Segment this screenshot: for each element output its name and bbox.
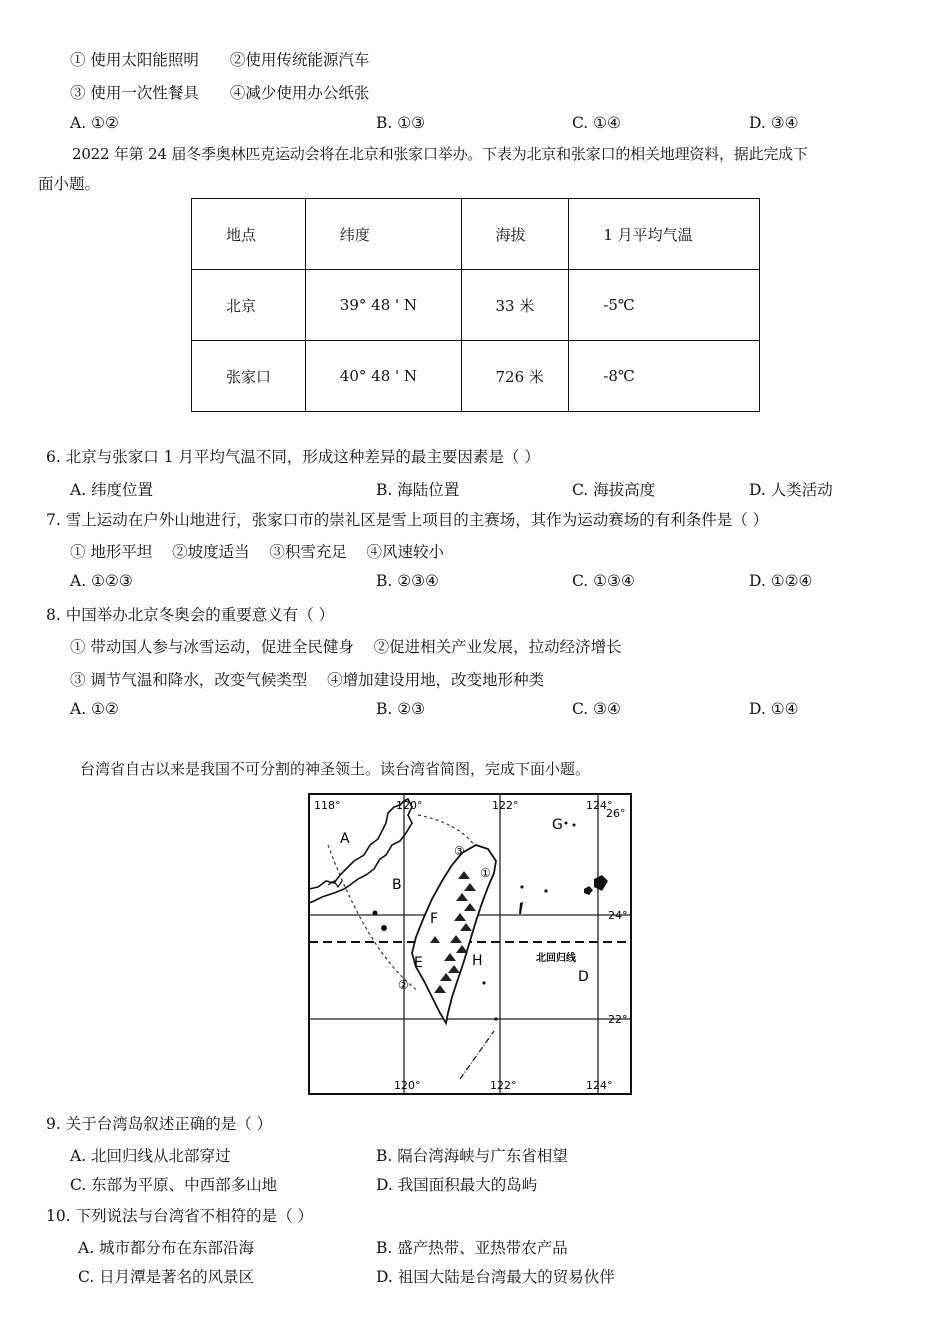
map-letter-e: E	[414, 955, 423, 971]
question-10-stem: 10. 下列说法与台湾省不相符的是（ ）	[46, 1207, 314, 1225]
option-line-2	[70, 81, 369, 103]
map-letter-b: B	[392, 877, 402, 893]
table-cell: -8℃	[569, 341, 760, 412]
q7-choice-a: A. ①②③	[70, 572, 133, 590]
q6-choice-d: D. 人类活动	[749, 481, 833, 499]
table-cell: 北京	[192, 270, 306, 341]
taiwan-intro: 台湾省自古以来是我国不可分割的神圣领土。读台湾省简图，完成下面小题。	[80, 760, 591, 778]
option-line-1	[70, 48, 369, 70]
map-letter-h: H	[472, 953, 483, 969]
question-7-stem: 7. 雪上运动在户外山地进行，张家口市的崇礼区是雪上项目的主赛场，其作为运动赛场的有利条件是（ ）	[46, 511, 769, 529]
map-letter-f: F	[430, 911, 439, 927]
marker-2: ②	[398, 978, 409, 992]
q6-choice-b: B. 海陆位置	[376, 481, 460, 499]
option-2: ②使用传统能源汽车	[229, 51, 370, 69]
q8-choice-c: C. ③④	[572, 700, 621, 718]
q9-choice-a: A. 北回归线从北部穿过	[70, 1147, 231, 1165]
q8-choice-a: A. ①②	[70, 700, 119, 718]
q8-items-2: ③ 调节气温和降水，改变气候类型 ④增加建设用地，改变地形种类	[70, 671, 545, 689]
map-letter-d: D	[578, 969, 589, 985]
marker-1: ①	[480, 866, 491, 880]
q7-items: ① 地形平坦 ②坡度适当 ③积雪充足 ④风速较小	[70, 543, 445, 561]
map-letter-a: A	[340, 831, 350, 847]
question-8-stem: 8. 中国举办北京冬奥会的重要意义有（ ）	[46, 606, 335, 624]
question-6-stem: 6. 北京与张家口 1 月平均气温不同，形成这种差异的最主要因素是（ ）	[46, 448, 540, 466]
intro-paragraph-line2: 面小题。	[38, 175, 101, 193]
option-3: ③ 使用一次性餐具	[70, 84, 199, 102]
choice-d: D. ③④	[749, 114, 799, 132]
table-header-row	[192, 199, 760, 270]
table-header: 地点	[192, 199, 306, 270]
table-cell: 726 米	[461, 341, 569, 412]
q8-choice-b: B. ②③	[376, 700, 426, 718]
lon-label-124-bottom: 124°	[586, 1079, 613, 1092]
lon-label-120-top: 120°	[396, 799, 423, 812]
geo-data-table	[191, 198, 760, 412]
lat-label-22: 22°	[608, 1013, 628, 1026]
q7-choice-d: D. ①②④	[749, 572, 813, 590]
lat-label-24: 24°	[608, 909, 628, 922]
option-1: ① 使用太阳能照明	[70, 51, 199, 69]
choice-a: A. ①②	[70, 114, 119, 132]
choice-b: B. ①③	[376, 114, 426, 132]
option-4: ④减少使用办公纸张	[229, 84, 370, 102]
table-header: 纬度	[305, 199, 461, 270]
q6-choice-c: C. 海拔高度	[572, 481, 656, 499]
table-row	[192, 270, 760, 341]
lon-label-122-bottom: 122°	[490, 1079, 517, 1092]
lon-label-124-top: 124°	[586, 799, 613, 812]
taiwan-map	[308, 793, 632, 1095]
q7-choice-c: C. ①③④	[572, 572, 635, 590]
q9-choice-c: C. 东部为平原、中西部多山地	[70, 1176, 278, 1194]
table-header: 1 月平均气温	[569, 199, 760, 270]
q10-choice-c: C. 日月潭是著名的风景区	[78, 1268, 255, 1286]
table-cell: 张家口	[192, 341, 306, 412]
table-row	[192, 341, 760, 412]
lat-label-26: 26°	[606, 807, 626, 820]
lon-label-122-top: 122°	[492, 799, 519, 812]
tropic-label: 北回归线	[536, 953, 576, 964]
table-cell: 33 米	[461, 270, 569, 341]
table-header: 海拔	[461, 199, 569, 270]
q9-choice-d: D. 我国面积最大的岛屿	[376, 1176, 538, 1194]
table-cell: -5℃	[569, 270, 760, 341]
choice-c: C. ①④	[572, 114, 621, 132]
q8-items-1: ① 带动国人参与冰雪运动，促进全民健身 ②促进相关产业发展，拉动经济增长	[70, 638, 622, 656]
table-cell: 39° 48 ' N	[305, 270, 461, 341]
map-letter-g: G	[552, 817, 563, 833]
q8-choice-d: D. ①④	[749, 700, 799, 718]
table-cell: 40° 48 ' N	[305, 341, 461, 412]
question-9-stem: 9. 关于台湾岛叙述正确的是（ ）	[46, 1115, 273, 1133]
intro-paragraph-line1: 2022 年第 24 届冬季奥林匹克运动会将在北京和张家口举办。下表为北京和张家口的相关地理资料，据此完成下	[72, 145, 808, 163]
q10-choice-b: B. 盛产热带、亚热带农产品	[376, 1239, 568, 1257]
q6-choice-a: A. 纬度位置	[70, 481, 154, 499]
lon-label-120-bottom: 120°	[394, 1079, 421, 1092]
lon-label-118: 118°	[314, 799, 341, 812]
q9-choice-b: B. 隔台湾海峡与广东省相望	[376, 1147, 568, 1165]
q7-choice-b: B. ②③④	[376, 572, 439, 590]
marker-3: ③	[454, 844, 465, 858]
q10-choice-d: D. 祖国大陆是台湾最大的贸易伙伴	[376, 1268, 615, 1286]
q10-choice-a: A. 城市都分布在东部沿海	[78, 1239, 255, 1257]
